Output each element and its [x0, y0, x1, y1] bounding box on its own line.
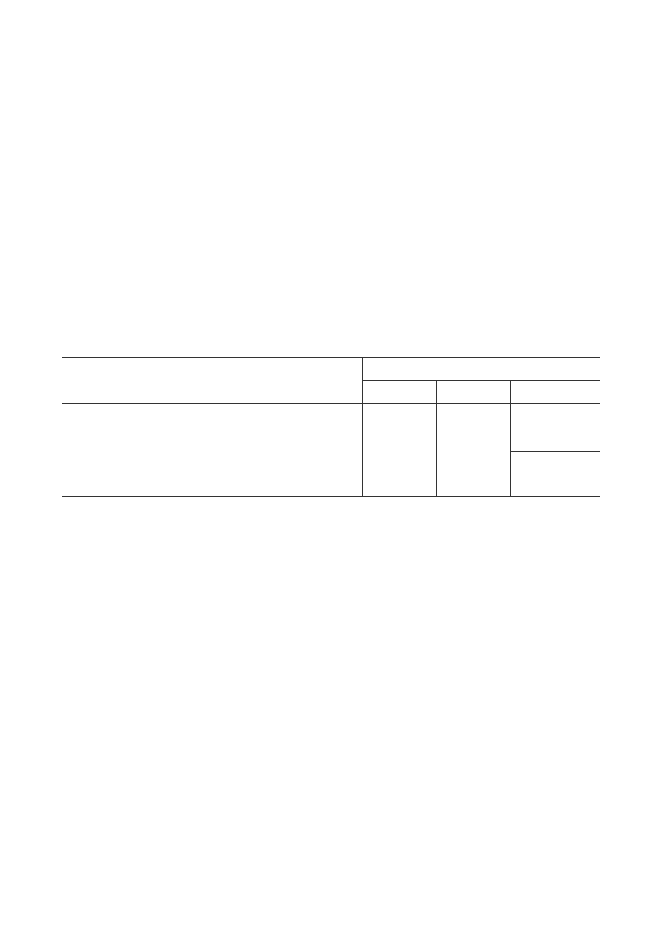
table-vline-1 — [362, 357, 363, 496]
table-mid-rule — [362, 380, 600, 381]
table-top-rule — [62, 357, 600, 358]
table-vline-2 — [436, 380, 437, 496]
mass-table — [62, 357, 600, 497]
table-bottom-rule — [62, 496, 600, 497]
table-max-split-rule — [510, 451, 600, 452]
table-header-rule — [62, 403, 600, 404]
table-vline-3 — [510, 380, 511, 496]
